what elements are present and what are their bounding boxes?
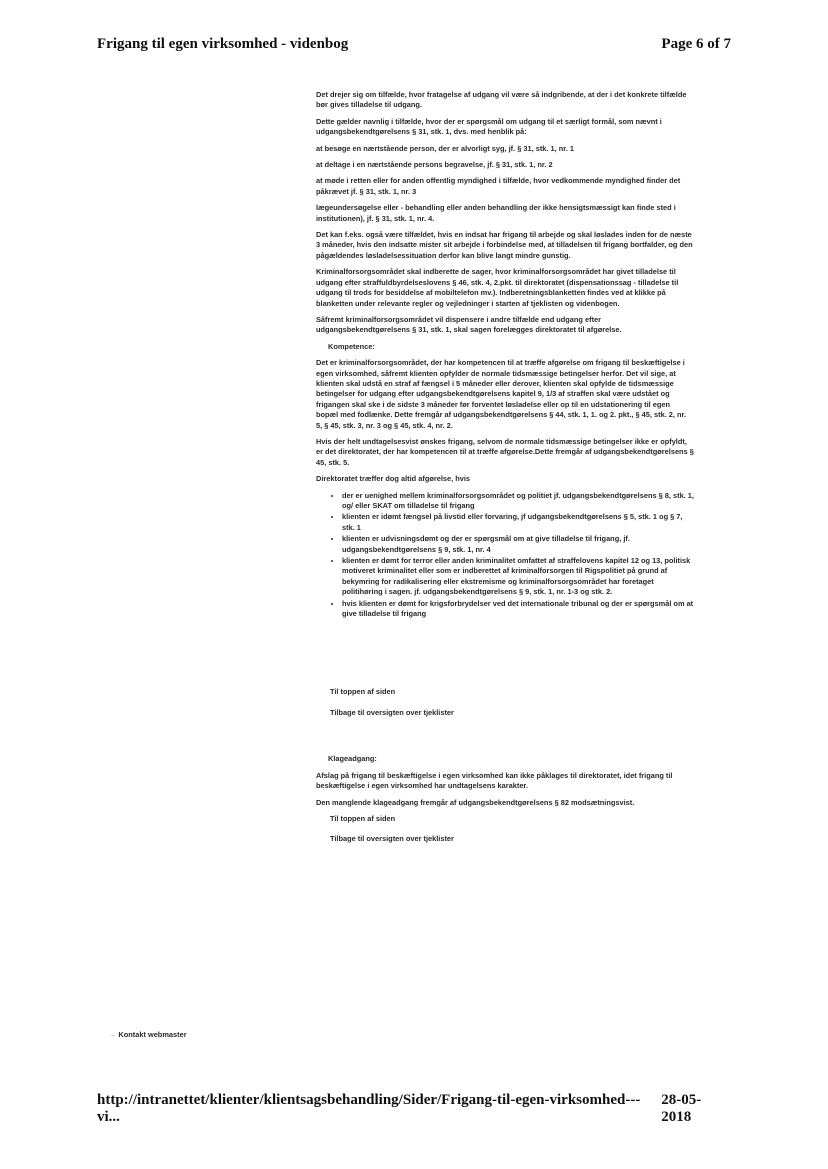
paragraph: Afslag på frigang til beskæftigelse i egen virksomhed kan ikke påklages til direktoratet, idet frigang til beskæftigelse i egen virksomhed har undtagelsens karakter. <box>316 770 673 791</box>
document-title: Frigang til egen virksomhed - videnbog <box>97 36 349 52</box>
paragraph: Den manglende klageadgang fremgår af udgangsbekendtgørelsens § 82 modsætningsvist. <box>316 797 635 807</box>
page-footer <box>97 1092 731 1126</box>
condition-list <box>316 491 694 620</box>
paragraph: Hvis der helt undtagelsesvist ønskes frigang, selvom de normale tidsmæssige betingelser ikke er opfyldt, er det direktoratet, der har kompetencen til at træffe afgørelse.Dette fremgår af udgangsbekendtgørelsens § 45, stk. 5. <box>316 436 694 467</box>
paragraph: at besøge en nærtstående person, der er alvorligt syg, jf. § 31, stk. 1, nr. 1 <box>316 143 574 153</box>
main-content <box>316 90 694 855</box>
back-to-top-link[interactable]: Til toppen af siden <box>330 813 396 823</box>
paragraph: Dette gælder navnlig i tilfælde, hvor der er spørgsmål om udgang til et særligt formål, som nævnt i udgangsbekendtgørelsens § 31, stk. 1, dvs. med henblik på: <box>316 116 662 137</box>
list-item: • der er uenighed mellem kriminalforsorgsområdet og politiet jf. udgangsbekendtgørelsens § 8, stk. 1, og/ eller SKAT om tilladelse til frigang <box>342 491 694 512</box>
back-to-checklists-link[interactable]: Tilbage til oversigten over tjeklister <box>330 834 454 844</box>
paragraph: Det er kriminalforsorgsområdet, der har kompetencen til at træffe afgørelse om frigang til beskæftigelse i egen virksomhed, såfremt klienten opfylder de normale tidsmæssige betingelser herfor. Det vil sige, at klienten skal udstå en straf af fængsel i 5 måneder eller derover, klienten skal opfylde de tidsmæssige betingelser for udgang efter udgangsbekendtgørelsens kapitel 9, 1/3 af straffen skal være udstået og frigangen skal ske i de sidste 3 måneder før forventet løsladelse eller op til en udstationering til egen bopæl med fodlænke. Dette fremgår af udgangsbekendtgørelsens § 44, stk. 1, 1. og 2. pkt., § 45, stk. 2, nr. 5, § 45, stk. 3, nr. 3 og § 45, stk. 4, nr. 2. <box>316 358 687 430</box>
list-item: • klienten er dømt for terror eller anden kriminalitet omfattet af straffelovens kapitel 12 og 13, politisk motiveret kriminalitet eller som er indberettet af kriminalforsorgen til Rigspolitiet på grund af bekymring for radikalisering eller ekstremisme og kriminalforsorgsområdet har foretaget politihøring i sagen. jf. udgangsbekendtgørelsens § 9, stk. 1, nr. 1-3 og stk. 2. <box>342 556 694 598</box>
print-date: 28-05-2018 <box>661 1092 702 1125</box>
paragraph: at deltage i en nærtstående persons begravelse, jf. § 31, stk. 1, nr. 2 <box>316 160 553 170</box>
contact-webmaster-link[interactable] <box>108 1030 187 1039</box>
page-url: http://intranettet/klienter/klientsagsbehandling/Sider/Frigang-til-egen-virksomhed---vi... <box>97 1092 641 1125</box>
list-item: • hvis klienten er dømt for krigsforbrydelser ved det internationale tribunal og der er spørgsmål om at give tilladelse til frigang <box>342 599 694 620</box>
section-heading-klageadgang: Klageadgang: <box>328 754 377 764</box>
section-heading-kompetence: Kompetence: <box>328 341 375 351</box>
page-number: Page 6 of 7 <box>661 36 731 52</box>
back-to-top-link[interactable]: Til toppen af siden <box>330 687 396 697</box>
list-item: • klienten er udvisningsdømt og der er spørgsmål om at give tilladelse til frigang, jf. udgangsbekendtgørelsens § 9, stk. 1, nr. 4 <box>342 534 694 555</box>
paragraph: Såfremt kriminalforsorgsområdet vil dispensere i andre tilfælde end udgang efter udgangsbekendtgørelsens § 31, stk. 1, skal sagen forelægges direktoratet til afgørelse. <box>316 314 622 335</box>
back-to-checklists-link[interactable]: Tilbage til oversigten over tjeklister <box>330 707 454 717</box>
list-item: • klienten er idømt fængsel på livstid eller forvaring, jf udgangsbekendtgørelsens § 5, stk. 1 og § 7, stk. 1 <box>342 512 694 533</box>
paragraph: Det kan f.eks. også være tilfældet, hvis en indsat har frigang til arbejde og skal løslades inden for de næste 3 måneder, hvis den indsatte mister sit arbejde i forbindelse med, at tilladelsen til frigang bortfalder, og den pågældendes løsladelsessituation derfor kan blive langt mindre gunstig. <box>316 230 693 260</box>
arrow-right-icon: → <box>108 1030 116 1039</box>
paragraph: Kriminalforsorgsområdet skal indberette de sager, hvor kriminalforsorgsområdet har givet tilladelse til udgang efter straffuldbyrdelseslovens § 46, stk. 4, 2.pkt. til direktoratet (dispensationssag - tilladelse til udgang til trods for besiddelse af mobiltelefon mv.). Indberetningsblanketten findes ved at klikke på blanketten under relevante regler og vejledninger i starten af tjeklisten og videnbogen. <box>316 267 679 308</box>
contact-webmaster-label: Kontakt webmaster <box>118 1030 187 1039</box>
paragraph: Det drejer sig om tilfælde, hvor fratagelse af udgang vil være så indgribende, at der i det konkrete tilfælde bør gives tilladelse til udgang. <box>316 90 687 110</box>
page-header <box>97 36 731 53</box>
paragraph: lægeundersøgelse eller - behandling eller anden behandling der ikke hensigtsmæssigt kan finde sted i institutionen), jf. § 31, stk. 1, nr. 4. <box>316 203 676 223</box>
paragraph: at møde i retten eller for anden offentlig myndighed i tilfælde, hvor vedkommende myndighed finder det påkrævet jf. § 31, stk. 1, nr. 3 <box>316 176 681 196</box>
paragraph: Direktoratet træffer dog altid afgørelse, hvis <box>316 474 471 484</box>
